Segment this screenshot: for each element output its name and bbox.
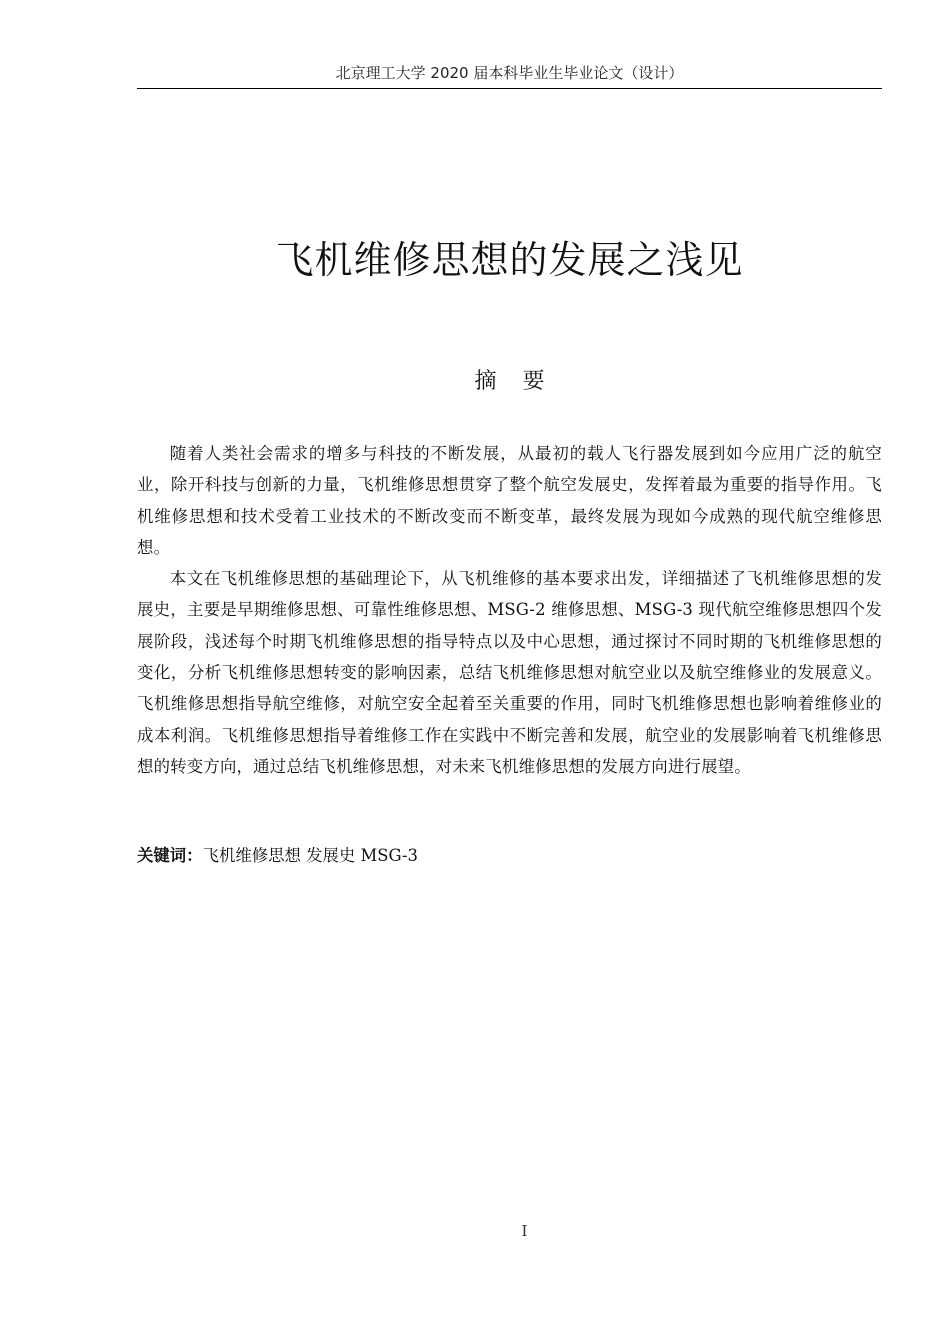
keywords-line xyxy=(137,840,882,871)
abstract-paragraph-1: 随着人类社会需求的增多与科技的不断发展，从最初的载人飞行器发展到如今应用广泛的航空业，除开科技与创新的力量，飞机维修思想贯穿了整个航空发展史，发挥着最为重要的指导作用。飞机维修思想和技术受着工业技术的不断改变而不断变革，最终发展为现如今成熟的现代航空维修思想。 xyxy=(137,444,882,557)
abstract-paragraph-2: 本文在飞机维修思想的基础理论下，从飞机维修的基本要求出发，详细描述了飞机维修思想的发展史，主要是早期维修思想、可靠性维修思想、MSG-2 维修思想、MSG-3 现代航空维修思想四个发展阶段，浅述每个时期飞机维修思想的指导特点以及中心思想，通过探讨不同时期的飞机维修思想的变化，分析飞机维修思想转变的影响因素，总结飞机维修思想对航空业以及航空维修业的发展意义。飞机维修思想指导航空维修，对航空安全起着至关重要的作用，同时飞机维修思想也影响着维修业的成本利润。飞机维修思想指导着维修工作在实践中不断完善和发展，航空业的发展影响着飞机维修思想的转变方向，通过总结飞机维修思想，对未来飞机维修思想的发展方向进行展望。 xyxy=(137,569,882,776)
keywords-value: 飞机维修思想 发展史 MSG-3 xyxy=(202,846,418,865)
paper-title: 飞机维修思想的发展之浅见 xyxy=(275,238,744,282)
running-header: 北京理工大学 2020 届本科毕业生毕业论文（设计） xyxy=(335,64,684,82)
page-number: I xyxy=(521,1222,528,1240)
abstract-heading: 摘要 xyxy=(474,369,571,394)
keywords-label: 关键词： xyxy=(137,846,203,865)
header-divider xyxy=(137,88,882,89)
abstract-body xyxy=(137,438,882,782)
